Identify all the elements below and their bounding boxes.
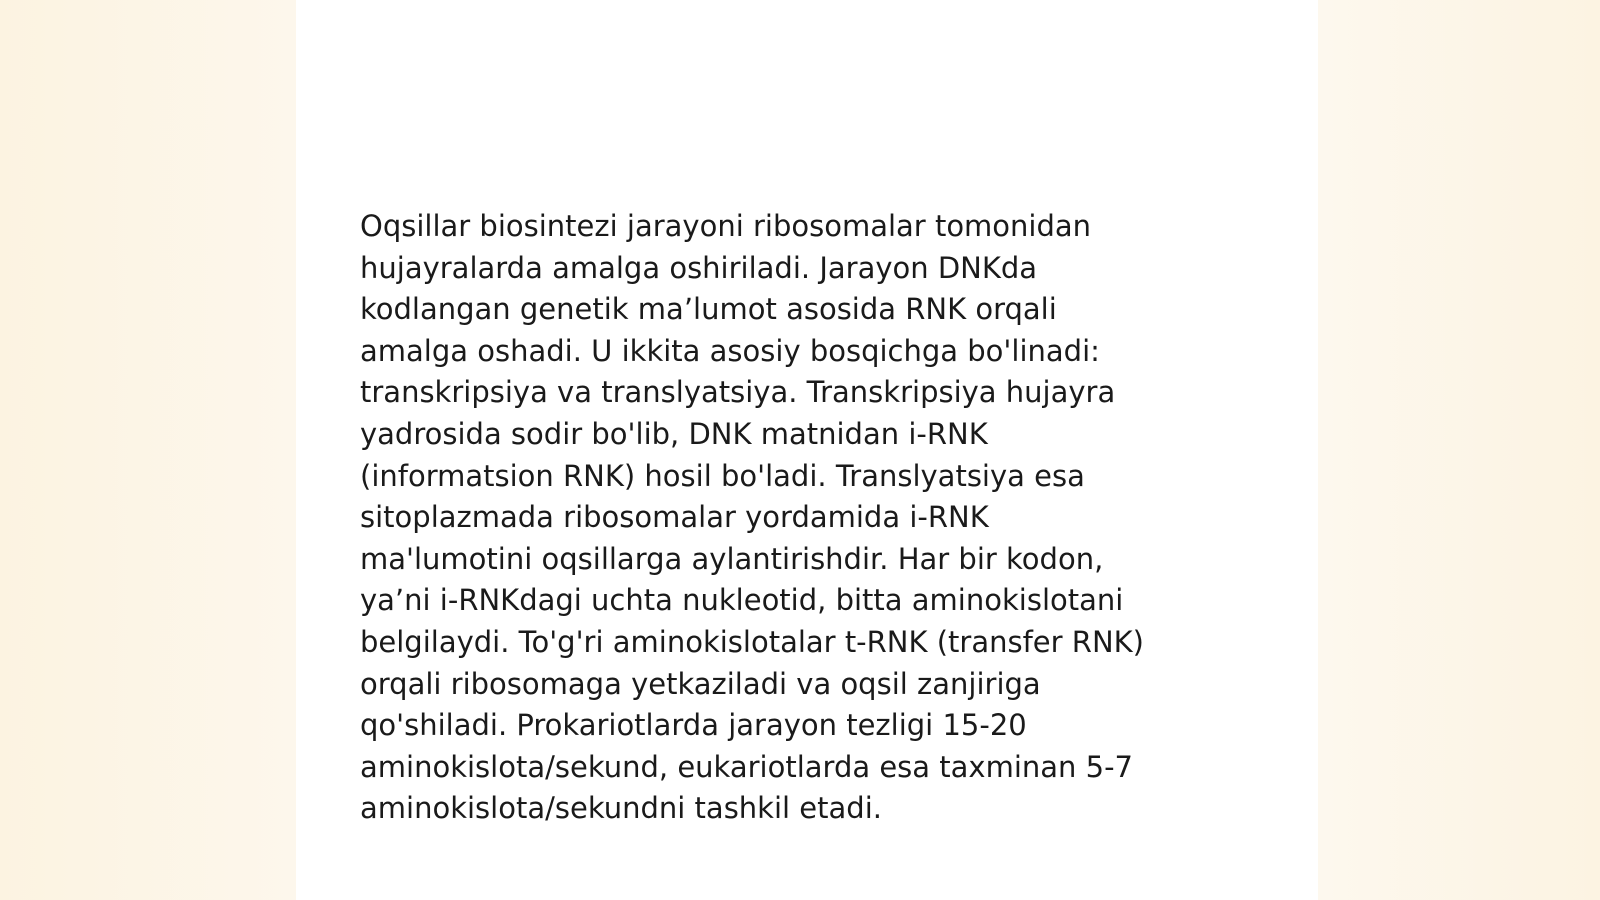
text-line: qo'shiladi. Prokariotlarda jarayon tezligi 15-20: [360, 708, 1027, 743]
body-paragraph: [360, 206, 1260, 830]
text-line: amalga oshadi. U ikkita asosiy bosqichga bo'linadi:: [360, 333, 1100, 368]
text-line: belgilaydi. To'g'ri aminokislotalar t-RNK (transfer RNK): [360, 624, 1144, 659]
document-page: [296, 0, 1318, 900]
text-line: hujayralarda amalga oshiriladi. Jarayon DNKda: [360, 250, 1038, 285]
text-line: aminokislota/sekundni tashkil etadi.: [360, 791, 882, 826]
text-line: ma'lumotini oqsillarga aylantirishdir. Har bir kodon,: [360, 541, 1104, 576]
text-line: (informatsion RNK) hosil bo'ladi. Translyatsiya esa: [360, 458, 1085, 493]
text-line: orqali ribosomaga yetkaziladi va oqsil zanjiriga: [360, 666, 1041, 701]
text-line: Oqsillar biosintezi jarayoni ribosomalar tomonidan: [360, 209, 1092, 243]
right-margin: [1318, 0, 1600, 900]
text-line: kodlangan genetik ma’lumot asosida RNK orqali: [360, 292, 1057, 327]
text-line: aminokislota/sekund, eukariotlarda esa taxminan 5-7: [360, 749, 1134, 784]
text-line: ya’ni i-RNKdagi uchta nukleotid, bitta aminokislotani: [360, 583, 1124, 618]
text-line: sitoplazmada ribosomalar yordamida i-RNK: [360, 500, 989, 535]
text-line: yadrosida sodir bo'lib, DNK matnidan i-RNK: [360, 416, 988, 451]
text-line: transkripsiya va translyatsiya. Transkripsiya hujayra: [360, 375, 1116, 410]
left-margin: [0, 0, 296, 900]
